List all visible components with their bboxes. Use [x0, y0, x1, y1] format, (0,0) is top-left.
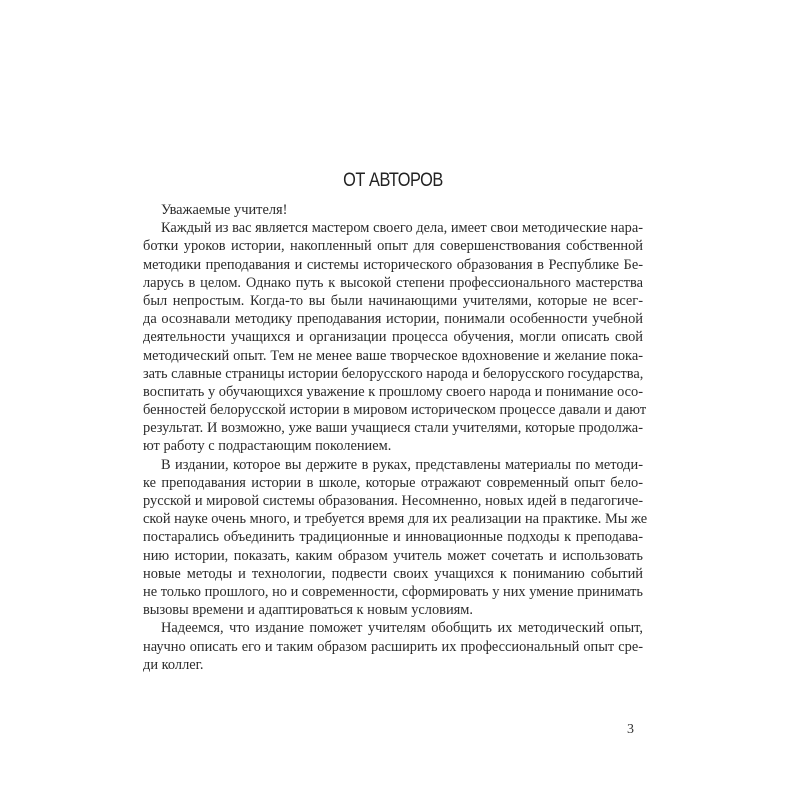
paragraph-2-line: не только прошлого, но и современности, сформировать у них умение принимать [143, 583, 643, 600]
paragraph-1-line: результат. И возможно, уже ваши учащиеся стали учителями, которые продолжа- [143, 420, 643, 437]
paragraph-2-line: постарались объединить традиционные и инновационные подходы к преподава- [143, 529, 643, 546]
page-number: 3 [627, 722, 634, 737]
paragraph-1-line: деятельности учащихся и организации процесса обучения, могли описать свой [143, 329, 643, 346]
paragraph-2-line: ской науке очень много, и требуется время для их реализации на практике. Мы же [143, 511, 648, 528]
page-title: ОТ АВТОРОВ [343, 170, 443, 191]
paragraph-1-line: ларусь в целом. Однако путь к высокой степени профессионального мастерства [143, 274, 643, 291]
paragraph-2-line: новые методы и технологии, подвести своих учащихся к пониманию событий [143, 565, 643, 582]
paragraph-2-line: ке преподавания истории в школе, которые отражают современный опыт бело- [143, 474, 643, 491]
paragraph-1-line: был непростым. Когда-то вы были начинающими учителями, которые не всег- [143, 292, 643, 309]
paragraph-1-line: да осознавали методику преподавания истории, понимали особенности учебной [143, 311, 643, 328]
paragraph-1-line: ют работу с подрастающим поколением. [143, 438, 392, 455]
greeting-line: Уважаемые учителя! [161, 202, 288, 218]
paragraph-3-line: ди коллег. [143, 656, 204, 673]
paragraph-2-line: В издании, которое вы держите в руках, представлены материалы по методи- [161, 456, 643, 473]
paragraph-1-line: воспитать у обучающихся уважение к прошлому своего народа и понимание осо- [143, 383, 643, 400]
paragraph-1-line: бенностей белорусской истории в мировом историческом процессе давали и дают [143, 402, 647, 419]
paragraph-3-line: научно описать его и таким образом расширить их профессиональный опыт сре- [143, 638, 643, 655]
paragraph-2-line: нию истории, показать, каким образом учитель может сочетать и использовать [143, 547, 643, 564]
paragraph-1-line: методики преподавания и системы исторического образования в Республике Бе- [143, 256, 643, 273]
paragraph-2-line: вызовы времени и адаптироваться к новым условиям. [143, 602, 473, 619]
paragraph-3-line: Надеемся, что издание поможет учителям обобщить их методический опыт, [161, 620, 643, 637]
preface-text [143, 201, 648, 674]
paragraph-1-line: ботки уроков истории, накопленный опыт для совершенствования собственной [143, 238, 643, 255]
paragraph-1-line: зать славные страницы истории белорусского народа и белорусского государства, [143, 365, 644, 382]
paragraph-1-line: Каждый из вас является мастером своего дела, имеет свои методические нара- [161, 220, 643, 237]
paragraph-1-line: методический опыт. Тем не менее ваше творческое вдохновение и желание пока- [143, 347, 643, 364]
paragraph-2-line: русской и мировой системы образования. Несомненно, новых идей в педагогиче- [143, 493, 643, 509]
